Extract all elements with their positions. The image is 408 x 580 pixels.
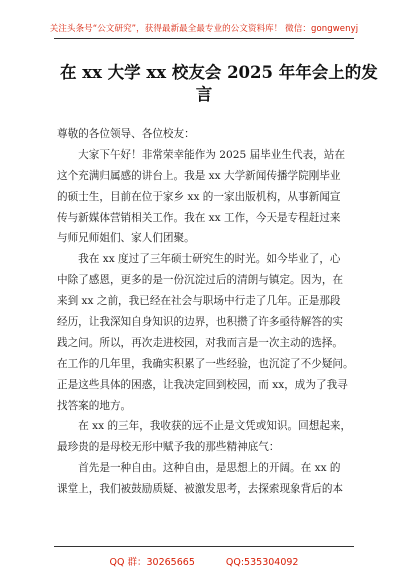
body-line: 首先是一种自由。这种自由，是思想上的开阔。在 xx 的 — [57, 462, 341, 475]
body-line: 正是这些具体的困惑，让我决定回到校园，而 xx，成为了我寻 — [57, 378, 348, 391]
body-line: 在工作的几年里，我确实积累了一些经验，也沉淀了不少疑问。 — [57, 357, 354, 370]
footer-contact — [0, 554, 408, 568]
body-line: 在 xx 的三年，我收获的远不止是文凭或知识。回想起来， — [57, 420, 352, 433]
body-line: 最珍贵的是母校无形中赋予我的那些精神底气： — [57, 441, 280, 454]
body-line: 与师兄师姐们、家人们团聚。 — [57, 232, 195, 245]
header-banner: 关注头条号“公文研究”，获得最新最全最专业的公文资料库！ 微信：gongwenyj — [49, 24, 359, 34]
footer-divider — [54, 546, 354, 547]
body-line: 大家下午好！非常荣幸能作为 2025 届毕业生代表，站在 — [57, 148, 345, 161]
qq-number: QQ:535304092 — [225, 557, 299, 568]
body-line: 中除了感恩，更多的是一份沉淀过后的清朗与镇定。因为，在 — [57, 274, 344, 287]
title-line: 在 xx 大学 xx 校友会 2025 年年会上的发 — [60, 63, 378, 82]
body-line: 的硕士生，目前在位于家乡 xx 的一家出版机构，从事新闻宣 — [57, 190, 341, 203]
body-line: 找答案的地方。 — [57, 399, 132, 412]
title-line: 言 — [195, 85, 213, 104]
document-body — [57, 124, 357, 500]
body-line: 课堂上，我们被鼓励质疑、被激发思考，去探索现象背后的本 — [57, 483, 344, 496]
body-line: 践之问。所以，再次走进校园，对我而言是一次主动的选择。 — [57, 336, 344, 349]
body-line: 我在 xx 度过了三年硕士研究生的时光。如今毕业了，心 — [57, 253, 341, 266]
body-line: 经历，让我深知自身知识的边界，也积攒了许多亟待解答的实 — [57, 316, 344, 329]
document-title — [60, 62, 378, 106]
header-divider — [54, 38, 354, 39]
body-line: 传与新媒体营销相关工作。我在 xx 工作，今天是专程赶过来 — [57, 211, 341, 224]
qq-group-number: QQ 群：30265665 — [109, 557, 195, 568]
body-line: 这个充满归属感的讲台上。我是 xx 大学新闻传播学院刚毕业 — [57, 169, 341, 182]
body-line: 来到 xx 之前，我已经在社会与职场中行走了几年。正是那段 — [57, 295, 341, 308]
salutation: 尊敬的各位领导、各位校友： — [57, 128, 195, 140]
